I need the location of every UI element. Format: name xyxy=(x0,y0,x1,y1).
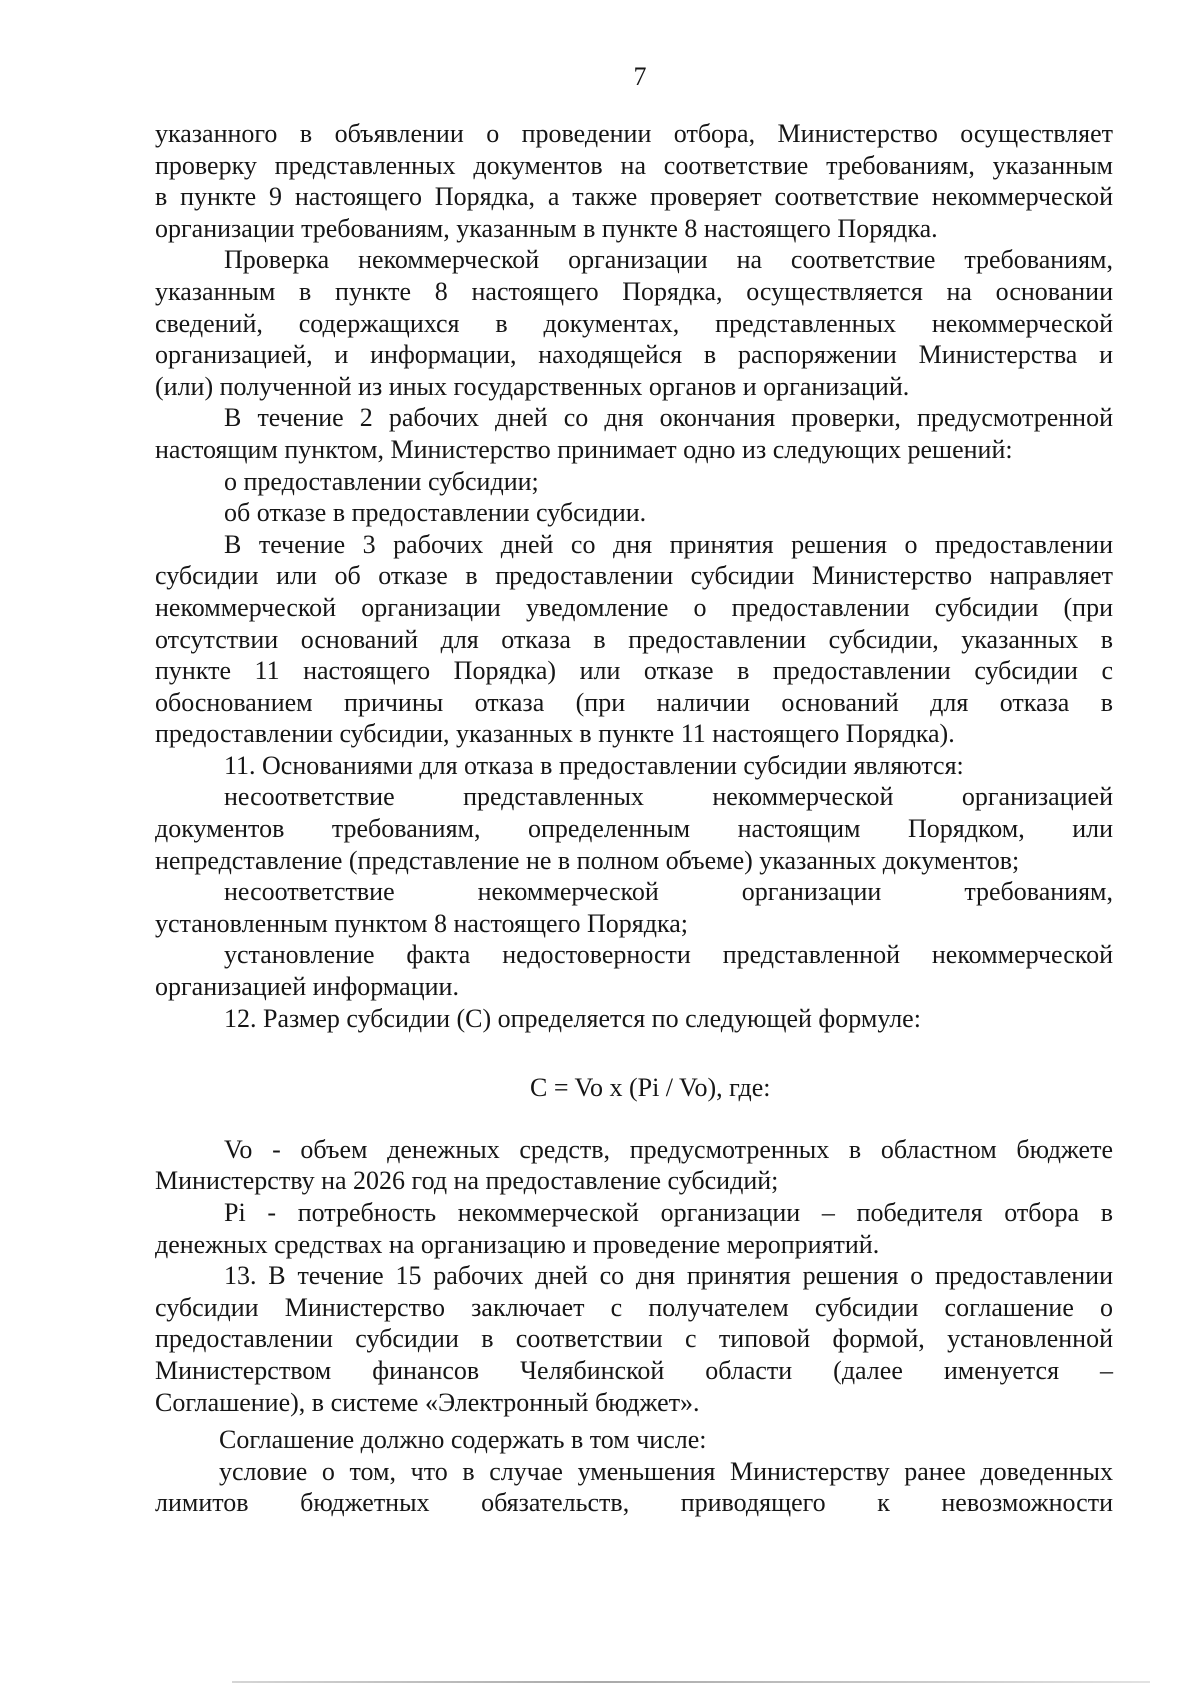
text-line: отсутствии оснований для отказа в предоставлении субсидии, указанных в xyxy=(155,624,1113,654)
text-line: Соглашение должно содержать в том числе: xyxy=(219,1425,707,1455)
text-line: обоснованием причины отказа (при наличии оснований для отказа в xyxy=(155,687,1113,717)
text-line: (или) полученной из иных государственных органов и организаций. xyxy=(155,371,910,401)
text-line: организации требованиям, указанным в пункте 8 настоящего Порядка. xyxy=(155,213,938,243)
text-line: несоответствие представленных некоммерческой организацией xyxy=(224,782,1113,812)
text-line: настоящим пунктом, Министерство принимает одно из следующих решений: xyxy=(155,434,1013,464)
text-line: указанного в объявлении о проведении отбора, Министерство осуществляет xyxy=(155,119,1113,148)
text-line: Vo - объем денежных средств, предусмотренных в областном бюджете xyxy=(224,1134,1113,1164)
text-line: В течение 3 рабочих дней со дня принятия решения о предоставлении xyxy=(224,529,1113,559)
text-line: Соглашение), в системе «Электронный бюджет». xyxy=(155,1387,700,1417)
text-line: Министерством финансов Челябинской области (далее именуется – xyxy=(155,1355,1113,1385)
text-line: В течение 2 рабочих дней со дня окончания проверки, предусмотренной xyxy=(224,403,1113,433)
text-line: непредставление (представление не в полном объеме) указанных документов; xyxy=(155,845,1020,875)
formula: C = Vo x (Pi / Vo), где: xyxy=(530,1073,771,1103)
text-line: денежных средствах на организацию и проведение мероприятий. xyxy=(155,1229,880,1259)
text-line: пункте 11 настоящего Порядка) или отказе в предоставлении субсидии с xyxy=(155,656,1113,686)
text-line: предоставлении субсидии, указанных в пункте 11 настоящего Порядка). xyxy=(155,719,955,749)
text-line: 11. Основаниями для отказа в предоставлении субсидии являются: xyxy=(224,750,964,780)
text-line: 12. Размер субсидии (С) определяется по следующей формуле: xyxy=(224,1003,921,1033)
text-line: 13. В течение 15 рабочих дней со дня принятия решения о предоставлении xyxy=(224,1261,1113,1291)
text-line: организацией информации. xyxy=(155,972,459,1002)
text-line: сведений, содержащихся в документах, представленных некоммерческой xyxy=(155,308,1113,338)
text-line: предоставлении субсидии в соответствии с типовой формой, установленной xyxy=(155,1324,1113,1354)
text-line: некоммерческой организации уведомление о предоставлении субсидии (при xyxy=(155,592,1113,622)
text-line: субсидии или об отказе в предоставлении субсидии Министерство направляет xyxy=(155,561,1113,591)
text-line: Проверка некоммерческой организации на соответствие требованиям, xyxy=(224,245,1113,275)
text-line: установление факта недостоверности представленной некоммерческой xyxy=(224,940,1113,970)
text-line: проверку представленных документов на соответствие требованиям, указанным xyxy=(155,150,1113,180)
text-line: документов требованиям, определенным настоящим Порядком, или xyxy=(155,814,1113,844)
text-line: в пункте 9 настоящего Порядка, а также проверяет соответствие некоммерческой xyxy=(155,182,1113,212)
text-line: субсидии Министерство заключает с получателем субсидии соглашение о xyxy=(155,1292,1113,1322)
page-number: 7 xyxy=(633,62,647,91)
text-line: лимитов бюджетных обязательств, приводящего к невозможности xyxy=(155,1488,1113,1518)
text-line: установленным пунктом 8 настоящего Порядка; xyxy=(155,908,688,938)
text-line: Pi - потребность некоммерческой организации – победителя отбора в xyxy=(224,1198,1113,1227)
document-body xyxy=(155,118,1113,1519)
text-line: организацией, и информации, находящейся в распоряжении Министерства и xyxy=(155,340,1113,370)
text-line: несоответствие некоммерческой организации требованиям, xyxy=(224,877,1113,907)
scan-edge-line xyxy=(232,1681,1150,1683)
text-line: о предоставлении субсидии; xyxy=(224,466,539,496)
text-line: условие о том, что в случае уменьшения Министерству ранее доведенных xyxy=(219,1456,1113,1486)
text-line: указанным в пункте 8 настоящего Порядка, осуществляется на основании xyxy=(155,276,1113,306)
text-line: об отказе в предоставлении субсидии. xyxy=(224,498,647,528)
text-line: Министерству на 2026 год на предоставление субсидий; xyxy=(155,1166,779,1196)
